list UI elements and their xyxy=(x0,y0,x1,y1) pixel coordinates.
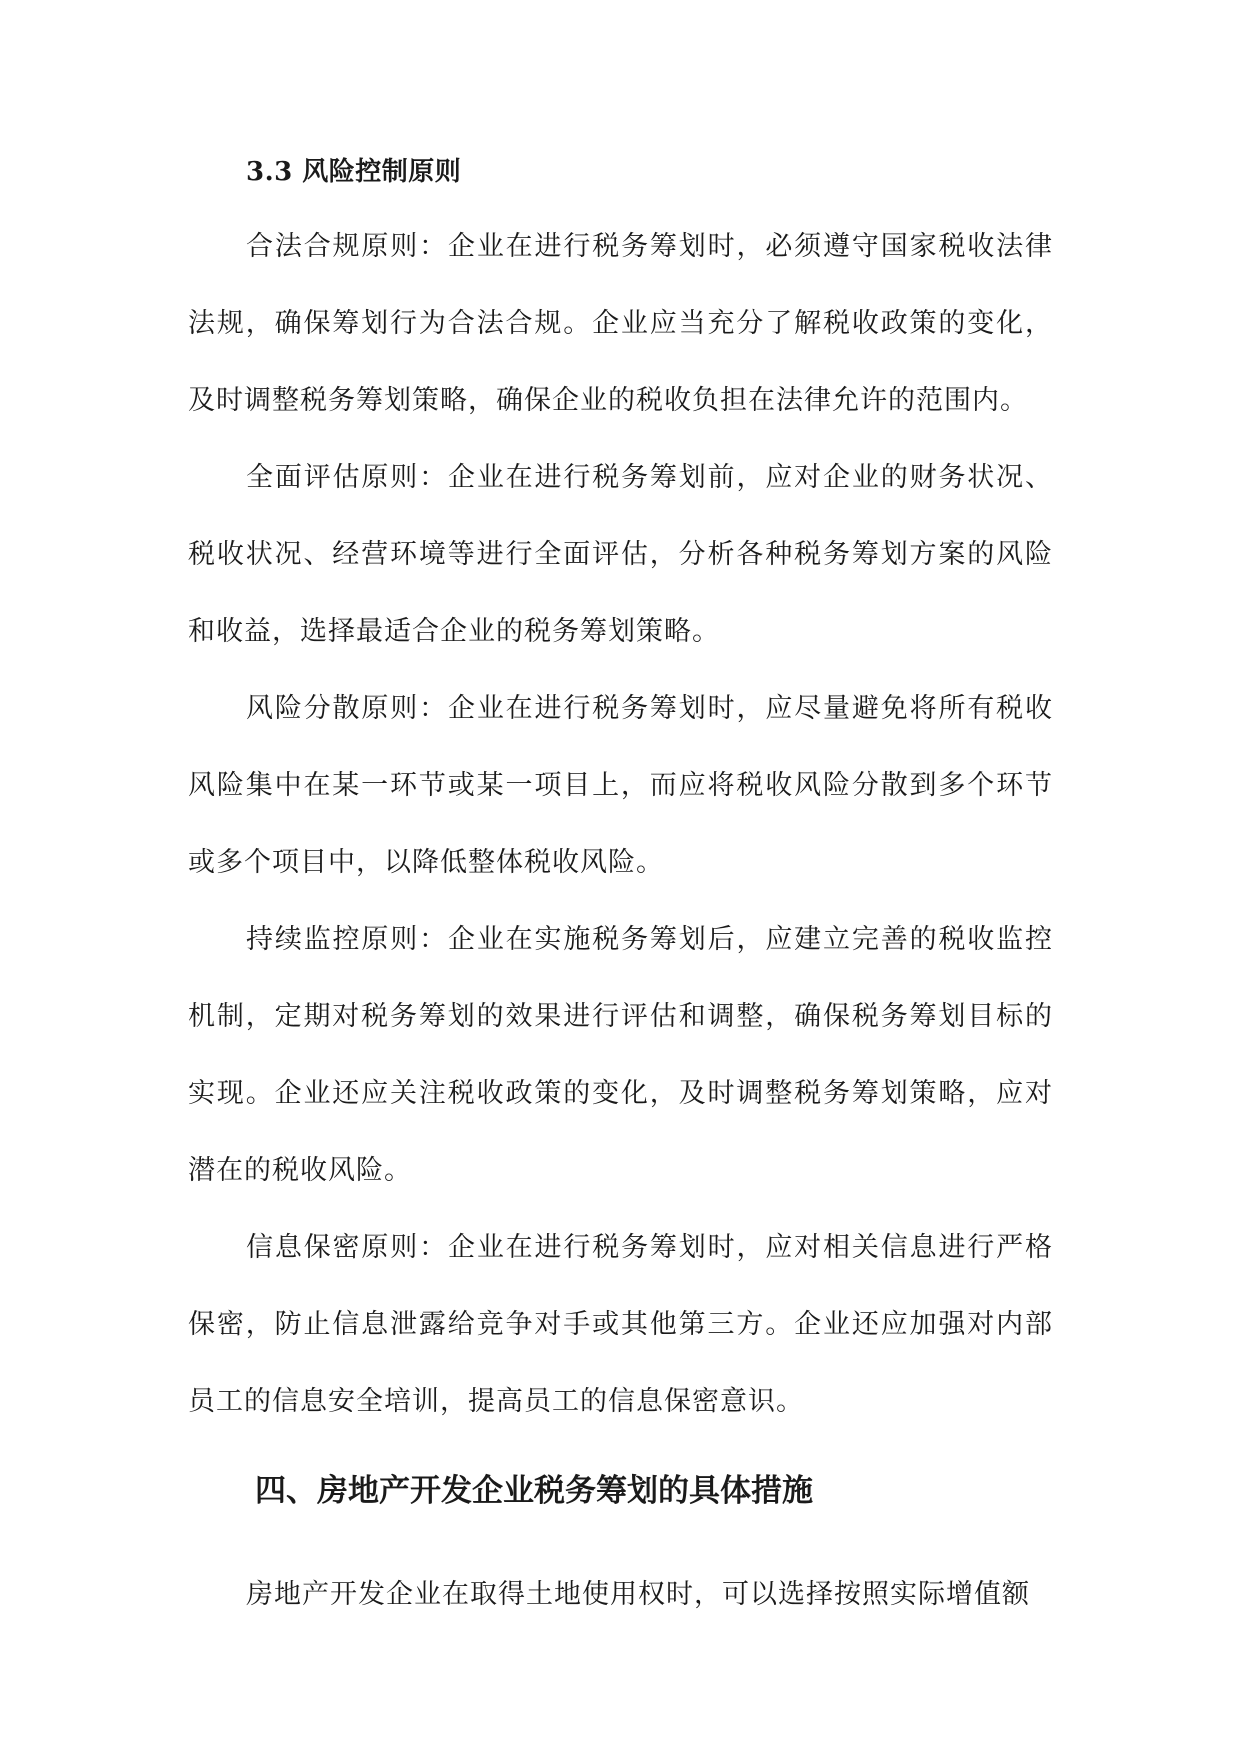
paragraph-legal-compliance: 合法合规原则：企业在进行税务筹划时，必须遵守国家税收法律法规，确保筹划行为合法合规。企业应当充分了解税收政策的变化，及时调整税务筹划策略，确保企业的税收负担在法律允许的范围内。 xyxy=(188,231,1053,416)
paragraph-continuous-monitoring: 持续监控原则：企业在实施税务筹划后，应建立完善的税收监控机制，定期对税务筹划的效果进行评估和调整，确保税务筹划目标的实现。企业还应关注税收政策的变化，及时调整税务筹划策略，应对潜在的税收风险。 xyxy=(188,924,1053,1186)
chapter-heading: 四、房地产开发企业税务筹划的具体措施 xyxy=(255,1473,813,1509)
paragraph-information-confidentiality: 信息保密原则：企业在进行税务筹划时，应对相关信息进行严格保密，防止信息泄露给竞争对手或其他第三方。企业还应加强对内部员工的信息安全培训，提高员工的信息保密意识。 xyxy=(188,1232,1053,1417)
paragraph-risk-diversification: 风险分散原则：企业在进行税务筹划时，应尽量避免将所有税收风险集中在某一环节或某一项目上，而应将税收风险分散到多个环节或多个项目中，以降低整体税收风险。 xyxy=(188,693,1053,878)
paragraph-comprehensive-evaluation: 全面评估原则：企业在进行税务筹划前，应对企业的财务状况、税收状况、经营环境等进行全面评估，分析各种税务筹划方案的风险和收益，选择最适合企业的税务筹划策略。 xyxy=(188,462,1053,647)
section-heading: 3.3 风险控制原则 xyxy=(246,157,462,187)
paragraph-land-use-rights: 房地产开发企业在取得土地使用权时，可以选择按照实际增值额 xyxy=(246,1579,1030,1610)
